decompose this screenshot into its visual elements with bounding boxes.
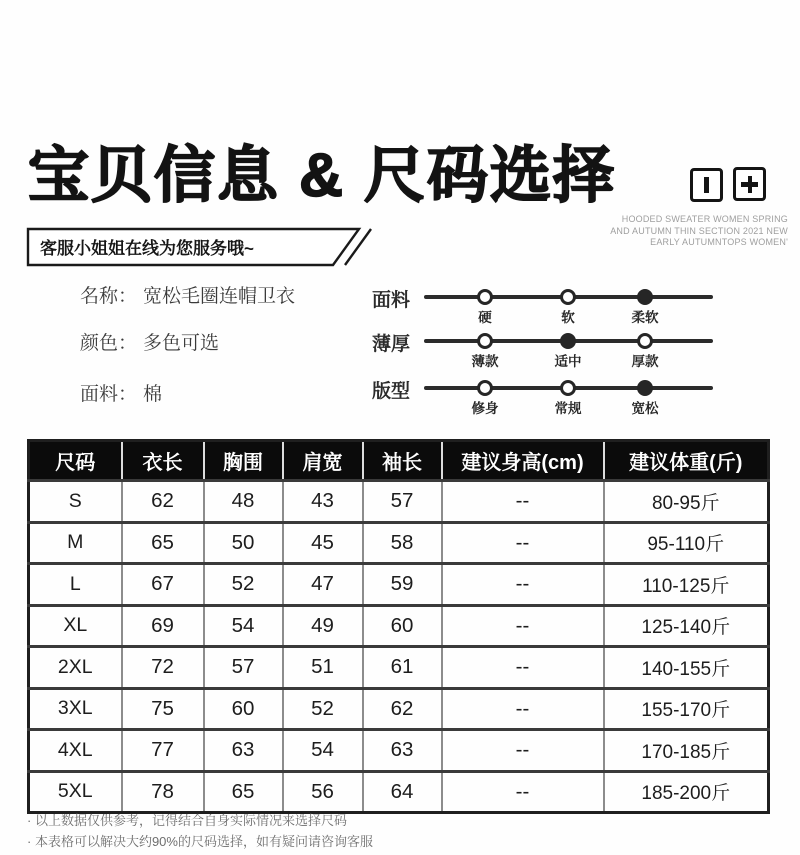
table-cell: 48	[204, 481, 283, 523]
size-cell: 4XL	[29, 730, 122, 772]
field-label: 颜色：	[80, 333, 138, 354]
col-header-bust: 胸围	[204, 441, 283, 481]
table-row	[29, 564, 769, 606]
size-cell: L	[29, 564, 122, 606]
table-cell: 77	[122, 730, 204, 772]
slider-label: 薄厚	[372, 334, 411, 355]
slider-option-label: 厚款	[631, 354, 659, 369]
table-cell: 60	[204, 688, 283, 730]
slider-label: 版型	[372, 381, 411, 402]
table-cell: 125-140斤	[604, 605, 769, 647]
slider-option-label: 硬	[478, 310, 492, 325]
table-cell: 61	[363, 647, 442, 689]
col-header-sleeve: 袖长	[363, 441, 442, 481]
table-cell: 155-170斤	[604, 688, 769, 730]
slider-dot	[560, 380, 576, 396]
table-cell: 95-110斤	[604, 522, 769, 564]
table-cell: 69	[122, 605, 204, 647]
table-cell: --	[442, 522, 604, 564]
table-cell: 43	[283, 481, 363, 523]
table-cell: 65	[204, 771, 283, 813]
table-cell: 57	[363, 481, 442, 523]
plus-button[interactable]	[733, 167, 766, 201]
col-header-length: 衣长	[122, 441, 204, 481]
table-header-row	[29, 441, 769, 481]
slider-option-label: 柔软	[631, 310, 659, 325]
slider-dot	[637, 289, 653, 305]
table-cell: --	[442, 688, 604, 730]
table-cell: --	[442, 647, 604, 689]
table-cell: 52	[204, 564, 283, 606]
slider-dot	[477, 333, 493, 349]
field-value: 多色可选	[143, 333, 220, 354]
field-label: 名称：	[80, 286, 138, 307]
table-cell: 62	[363, 688, 442, 730]
slider-option-label: 软	[561, 310, 575, 325]
slider-option-label: 常规	[554, 401, 582, 416]
table-cell: 57	[204, 647, 283, 689]
table-row	[29, 522, 769, 564]
size-cell: 2XL	[29, 647, 122, 689]
table-cell: 63	[204, 730, 283, 772]
slider-label: 面料	[372, 290, 411, 311]
table-cell: --	[442, 564, 604, 606]
table-cell: 45	[283, 522, 363, 564]
table-cell: 60	[363, 605, 442, 647]
slider-dot	[477, 289, 493, 305]
service-banner	[26, 226, 376, 268]
col-header-weight: 建议体重(斤)	[604, 441, 769, 481]
slider-option-label: 宽松	[631, 401, 659, 416]
table-cell: 54	[204, 605, 283, 647]
table-cell: 75	[122, 688, 204, 730]
slider-option-label: 适中	[554, 354, 582, 369]
slider-dot	[477, 380, 493, 396]
table-cell: 78	[122, 771, 204, 813]
table-cell: 140-155斤	[604, 647, 769, 689]
table-cell: 52	[283, 688, 363, 730]
tagline-line: AND AUTUMN THIN SECTION 2021 NEW	[610, 225, 788, 236]
slider-dot	[637, 380, 653, 396]
table-cell: 47	[283, 564, 363, 606]
slider-dot	[560, 333, 576, 349]
size-cell: 5XL	[29, 771, 122, 813]
plus-icon	[741, 176, 758, 193]
table-cell: --	[442, 481, 604, 523]
slider-dot	[637, 333, 653, 349]
table-cell: 72	[122, 647, 204, 689]
table-row	[29, 771, 769, 813]
size-cell: S	[29, 481, 122, 523]
table-cell: 58	[363, 522, 442, 564]
size-cell: M	[29, 522, 122, 564]
table-cell: 49	[283, 605, 363, 647]
table-cell: 51	[283, 647, 363, 689]
tagline-line: HOODED SWEATER WOMEN SPRING	[621, 214, 788, 224]
footnote: · 以上数据仅供参考，记得结合自身实际情况来选择尺码	[27, 813, 347, 828]
slider-option-label: 修身	[471, 401, 499, 416]
table-cell: 59	[363, 564, 442, 606]
table-row	[29, 605, 769, 647]
table-cell: 110-125斤	[604, 564, 769, 606]
vertical-bar-button[interactable]	[690, 168, 723, 202]
col-header-size: 尺码	[29, 441, 122, 481]
table-cell: --	[442, 605, 604, 647]
slider-dot	[560, 289, 576, 305]
table-row	[29, 647, 769, 689]
table-cell: 80-95斤	[604, 481, 769, 523]
table-cell: 56	[283, 771, 363, 813]
table-cell: 50	[204, 522, 283, 564]
field-label: 面料：	[80, 384, 138, 405]
tagline-line: EARLY AUTUMNTOPS WOMEN'	[650, 237, 788, 247]
field-value: 宽松毛圈连帽卫衣	[143, 286, 296, 307]
table-cell: --	[442, 730, 604, 772]
table-cell: 64	[363, 771, 442, 813]
size-cell: 3XL	[29, 688, 122, 730]
product-fabric-field	[80, 379, 162, 406]
table-cell: 170-185斤	[604, 730, 769, 772]
table-row	[29, 688, 769, 730]
table-cell: 65	[122, 522, 204, 564]
table-row	[29, 730, 769, 772]
table-cell: 67	[122, 564, 204, 606]
table-cell: 54	[283, 730, 363, 772]
footnote: · 本表格可以解决大约90%的尺码选择，如有疑问请咨询客服	[27, 834, 373, 849]
size-cell: XL	[29, 605, 122, 647]
col-header-height: 建议身高(cm)	[442, 441, 604, 481]
field-value: 棉	[143, 384, 163, 405]
page-title: 宝贝信息 & 尺码选择	[28, 141, 616, 209]
product-color-field	[80, 328, 219, 355]
table-cell: 62	[122, 481, 204, 523]
size-table	[27, 439, 770, 814]
service-banner-text: 客服小姐姐在线为您服务哦~	[40, 239, 254, 258]
vertical-bar-icon	[704, 177, 709, 193]
product-name-field	[80, 281, 295, 308]
table-row	[29, 481, 769, 523]
slider-option-label: 薄款	[471, 354, 499, 369]
table-cell: --	[442, 771, 604, 813]
table-cell: 185-200斤	[604, 771, 769, 813]
english-tagline	[610, 214, 788, 249]
table-cell: 63	[363, 730, 442, 772]
col-header-shoulder: 肩宽	[283, 441, 363, 481]
